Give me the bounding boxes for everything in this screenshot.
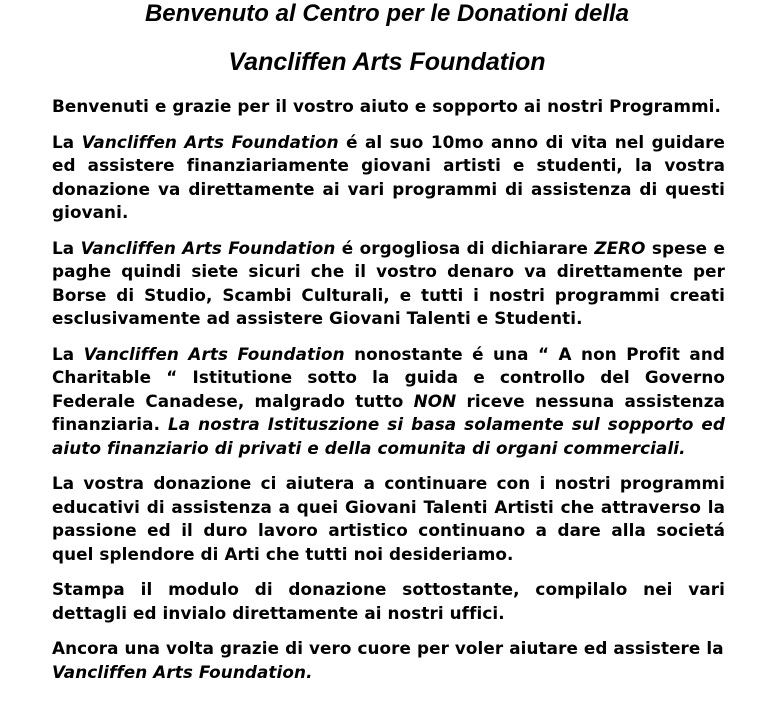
text-fragment: La [52,131,82,152]
foundation-name: Vancliffen Arts Foundation [83,343,345,364]
emphasis-support: La nostra Istituszione si basa solamente sul sopporto ed aiuto finanziario di privati e della comunita di organi commerciali. [52,414,726,458]
emphasis-non: NON [413,390,457,411]
paragraph-print-form: Stampa il modulo di donazione sottostante, compilalo nei vari dettagli ed invialo direttamente ai nostri uffici. [52,579,725,623]
paragraph-zero-costs [52,237,725,331]
paragraph-donation-impact: La vostra donazione ci aiutera a continuare con i nostri programmi educativi di assistenza a quei Giovani Talenti Artisti che attraverso la passione ed il duro lavoro artistico continuano a dare alla societá quel splendore di Arti che tutti noi desideriamo. [52,473,725,564]
text-fragment: é al suo 10mo anno di vita nel guidare ed assistere finanziariamente giovani artisti e studenti, la vostra donazione va direttamente ai vari programmi di assistenza di questi giovani. [52,131,725,222]
document-body [52,95,725,696]
emphasis-zero: ZERO [594,237,646,258]
paragraph-welcome: Benvenuti e grazie per il vostro aiuto e sopporto ai nostri Programmi. [52,96,721,116]
foundation-name: Vancliffen Arts Foundation [80,237,336,258]
foundation-name: Vancliffen Arts Foundation [81,131,339,152]
paragraph-about [52,131,725,225]
text-fragment: La [52,237,81,258]
paragraph-nonprofit [52,343,725,461]
paragraph-thanks [52,637,725,684]
text-fragment: Ancora una volta grazie di vero cuore per voler aiutare ed assistere la [52,638,724,658]
foundation-name: Vancliffen Arts Foundation. [52,661,313,682]
text-fragment: La [52,343,84,364]
page-title: Benvenuto al Centro per le Donationi della [144,0,630,27]
text-fragment: nonostante é una “ A non Profit and Charitable “ Istitutione sotto la guida e controllo del Governo Federale Canadese, malgrado tutto [52,343,725,411]
text-fragment: riceve nessuna assistenza finanziaria. [52,390,725,434]
text-fragment: spese e paghe quindi siete sicuri che il vostro denaro va direttamente per Borse di Studio, Scambi Culturali, e tutti i nostri programmi creati esclusivamente ad assistere Giovani Talenti e Studenti. [52,237,725,328]
page-subtitle: Vancliffen Arts Foundation [228,48,546,76]
text-fragment: é orgogliosa di dichiarare [335,237,595,258]
